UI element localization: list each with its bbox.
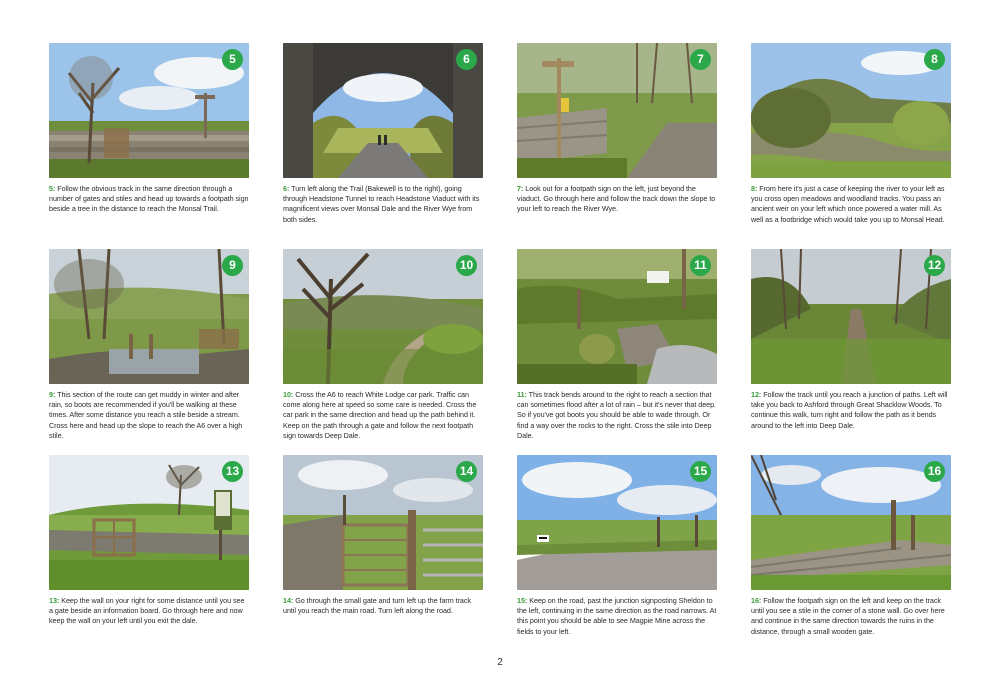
step-number-badge: 10 bbox=[456, 255, 477, 276]
step-number-label: 11: bbox=[517, 390, 527, 399]
step-photo bbox=[751, 43, 951, 178]
step-photo bbox=[283, 43, 483, 178]
step-number-badge: 15 bbox=[690, 461, 711, 482]
page-number: 2 bbox=[497, 657, 503, 668]
photo-path-deep-dale bbox=[283, 249, 483, 384]
step-photo bbox=[751, 249, 951, 384]
step-caption bbox=[283, 596, 483, 616]
step-number-badge: 6 bbox=[456, 49, 477, 70]
step-caption bbox=[49, 596, 249, 627]
step-photo bbox=[49, 249, 249, 384]
step-card bbox=[49, 249, 249, 455]
step-card bbox=[751, 455, 951, 661]
step-number-label: 6: bbox=[283, 184, 290, 193]
photo-junction-paths bbox=[751, 249, 951, 384]
step-number-badge: 16 bbox=[924, 461, 945, 482]
step-caption bbox=[751, 596, 951, 637]
steps-grid bbox=[49, 43, 951, 661]
step-number-label: 15: bbox=[517, 596, 528, 605]
photo-gate-info-board bbox=[49, 455, 249, 590]
step-photo bbox=[49, 455, 249, 590]
step-number-badge: 11 bbox=[690, 255, 711, 276]
step-number-badge: 7 bbox=[690, 49, 711, 70]
step-card bbox=[49, 455, 249, 661]
step-caption bbox=[517, 596, 717, 637]
photo-stream-stile bbox=[49, 249, 249, 384]
step-card bbox=[751, 43, 951, 249]
step-card bbox=[283, 455, 483, 661]
step-card bbox=[517, 249, 717, 455]
step-text: Turn left along the Trail (Bakewell is to the right), going through Headstone Tunnel to reach Headstone Viaduct with its magnificent views over Monsal Dale and the River Wye from both sides. bbox=[283, 184, 480, 224]
step-text: Keep on the road, past the junction signposting Sheldon to the left, continuing in the same direction as the road narrows. At this point you should be able to see Magpie Mine across the fields to your left. bbox=[517, 596, 717, 636]
step-number-badge: 13 bbox=[222, 461, 243, 482]
step-text: From here it's just a case of keeping the river to your left as you cross open meadows and woodland tracks. You pass an ancient weir on your left which once powered a water mill. As well as a footbridge which would take you up to Monsal Head. bbox=[751, 184, 945, 224]
step-number-label: 9: bbox=[49, 390, 56, 399]
step-caption bbox=[49, 390, 249, 441]
step-card bbox=[283, 249, 483, 455]
step-number-label: 14: bbox=[283, 596, 294, 605]
step-photo bbox=[517, 43, 717, 178]
step-number-label: 8: bbox=[751, 184, 758, 193]
step-caption bbox=[49, 184, 249, 215]
photo-footpath-sign-viaduct bbox=[517, 43, 717, 178]
step-number-label: 5: bbox=[49, 184, 56, 193]
step-card bbox=[517, 43, 717, 249]
step-number-label: 7: bbox=[517, 184, 524, 193]
step-photo bbox=[283, 249, 483, 384]
step-number-badge: 12 bbox=[924, 255, 945, 276]
step-text: Go through the small gate and turn left up the farm track until you reach the main road. Turn left along the road. bbox=[283, 596, 471, 616]
step-caption bbox=[751, 184, 951, 225]
step-caption bbox=[283, 184, 483, 225]
step-photo bbox=[517, 455, 717, 590]
photo-gates-stiles bbox=[49, 43, 249, 178]
step-number-badge: 8 bbox=[924, 49, 945, 70]
photo-stile-stone-wall bbox=[751, 455, 951, 590]
step-number-badge: 14 bbox=[456, 461, 477, 482]
step-text: Follow the footpath sign on the left and keep on the track until you see a stile in the corner of a stone wall. Go over here and continue in the same direction towards the ruins in the distance, through a small wooden gate. bbox=[751, 596, 945, 636]
step-number-label: 12: bbox=[751, 390, 762, 399]
photo-road-junction bbox=[517, 455, 717, 590]
step-card bbox=[283, 43, 483, 249]
step-card bbox=[517, 455, 717, 661]
photo-rocks-stream bbox=[517, 249, 717, 384]
step-text: Look out for a footpath sign on the left, just beyond the viaduct. Go through here and follow the track down the slope to your left to reach the River Wye. bbox=[517, 184, 716, 214]
step-number-badge: 9 bbox=[222, 255, 243, 276]
step-number-badge: 5 bbox=[222, 49, 243, 70]
step-text: Follow the obvious track in the same direction through a number of gates and stiles and head up towards a footpath sign beside a tree in the distance to reach the Monsal Trail. bbox=[49, 184, 249, 214]
step-photo bbox=[283, 455, 483, 590]
step-number-label: 10: bbox=[283, 390, 294, 399]
step-caption bbox=[517, 184, 717, 215]
step-caption bbox=[751, 390, 951, 431]
step-card bbox=[751, 249, 951, 455]
step-photo bbox=[751, 455, 951, 590]
step-caption bbox=[283, 390, 483, 441]
step-text: This section of the route can get muddy in winter and after rain, so boots are recommended if you'll be walking at these times. After some distance you reach a stile beside a stream. Cross here and head up the slope to reach the A6 over a high stile. bbox=[49, 390, 243, 440]
photo-farm-gate bbox=[283, 455, 483, 590]
step-text: This track bends around to the right to reach a section that can sometimes flood after a lot of rain – but it's never that deep. So if you've got boots you should be able to wade through. Or find a way over the rocks to the right. Cross the stile into Deep Dale. bbox=[517, 390, 716, 440]
step-photo bbox=[49, 43, 249, 178]
photo-headstone-tunnel bbox=[283, 43, 483, 178]
step-text: Cross the A6 to reach White Lodge car park. Traffic can come along here at speed so some care is needed. Cross the car park in the same direction and head up the path behind it. Keep on the path through a gate and follow the next footpath sign towards Deep Dale. bbox=[283, 390, 477, 440]
step-card bbox=[49, 43, 249, 249]
step-photo bbox=[517, 249, 717, 384]
step-text: Follow the track until you reach a junction of paths. Left will take you back to Ashford through Great Shacklow Woods. To continue this walk, turn right and follow the path as it bends around to the left into Deep Dale. bbox=[751, 390, 948, 430]
step-number-label: 13: bbox=[49, 596, 60, 605]
photo-river-meadow bbox=[751, 43, 951, 178]
step-caption bbox=[517, 390, 717, 441]
step-text: Keep the wall on your right for some distance until you see a gate beside an information board. Go through here and now keep the wall on your left until you exit the dale. bbox=[49, 596, 245, 626]
step-number-label: 16: bbox=[751, 596, 762, 605]
